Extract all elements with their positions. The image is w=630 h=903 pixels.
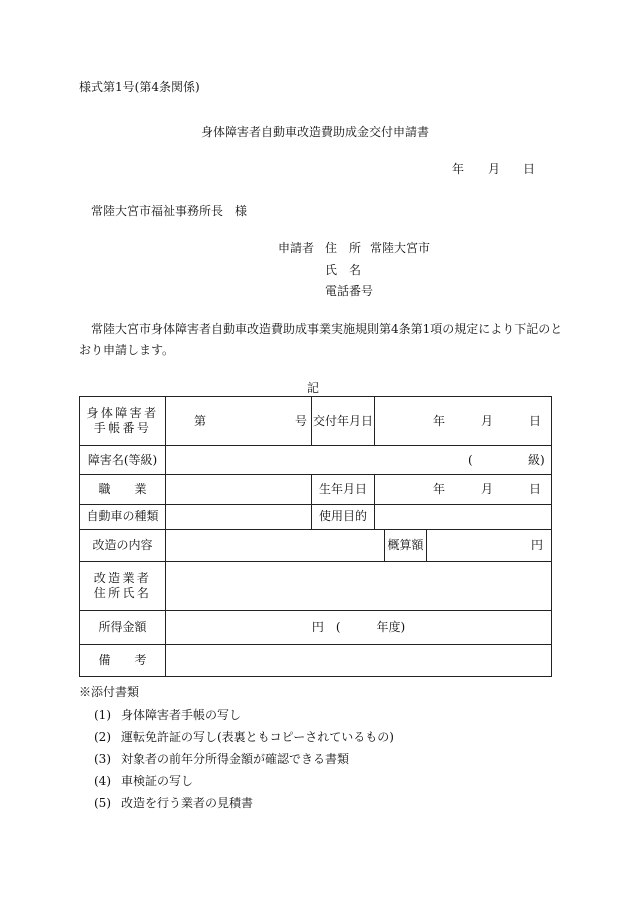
income-field[interactable] <box>166 611 552 645</box>
purpose-label: 使用目的 <box>312 504 375 530</box>
attachment-num-3: (3) <box>94 752 111 766</box>
estimate-label: 概算額 <box>385 530 427 562</box>
birth-year-label: 年 <box>433 481 446 496</box>
income-value: 円 ( 年度) <box>311 620 406 635</box>
contractor-field[interactable] <box>166 562 552 611</box>
contractor-label-cell <box>80 562 166 611</box>
table-row-occupation <box>80 474 552 504</box>
name-label: 氏 名 <box>325 263 362 277</box>
address-value: 常陸大宮市 <box>370 241 431 255</box>
attachment-num-2: (2) <box>94 730 111 744</box>
issue-date-label: 交付年月日 <box>312 397 375 446</box>
date-month-label: 月 <box>488 162 501 176</box>
date-year-label: 年 <box>452 162 465 176</box>
attachment-num-1: (1) <box>94 708 111 722</box>
estimate-field[interactable] <box>427 530 552 562</box>
document-title: 身体障害者自動車改造費助成金交付申請書 <box>200 125 429 139</box>
go-label: 号 <box>294 413 307 428</box>
notebook-label-line2: 手帳番号 <box>93 421 152 436</box>
attachment-num-4: (4) <box>94 774 111 788</box>
issue-date-field[interactable] <box>375 397 552 446</box>
contractor-label-line2: 住所氏名 <box>93 586 152 601</box>
disability-field[interactable] <box>166 446 552 475</box>
dai-label: 第 <box>194 413 207 428</box>
attachments-heading: ※添付書類 <box>79 685 140 699</box>
contractor-label-line1: 改造業者 <box>93 571 152 586</box>
attachment-text-4: 車検証の写し <box>121 774 194 788</box>
remarks-field[interactable] <box>166 645 552 677</box>
attachment-text-5: 改造を行う業者の見積書 <box>121 796 254 810</box>
modification-field[interactable] <box>166 530 385 562</box>
table-row-notebook <box>80 397 552 446</box>
table-row-disability <box>80 446 552 475</box>
table-row-vehicle <box>80 504 552 530</box>
purpose-field[interactable] <box>375 504 552 530</box>
birthdate-field[interactable] <box>375 474 552 504</box>
remarks-label: 備 考 <box>80 645 166 677</box>
paren-open: ( <box>468 452 473 467</box>
attachment-num-5: (5) <box>94 796 111 810</box>
estimate-yen-label: 円 <box>530 538 543 553</box>
grade-close: 級) <box>528 452 545 467</box>
income-label: 所得金額 <box>80 611 166 645</box>
address-label: 住 所 <box>325 241 362 255</box>
notebook-number-field[interactable] <box>166 397 312 446</box>
attachment-text-1: 身体障害者手帳の写し <box>121 708 242 722</box>
vehicle-type-label: 自動車の種類 <box>80 504 166 530</box>
application-statement-line1: 常陸大宮市身体障害者自動車改造費助成事業実施規則第4条第1項の規定により下記のと <box>91 322 563 336</box>
disability-label: 障害名(等級) <box>80 446 166 475</box>
notebook-label-line1: 身体障害者 <box>86 406 159 421</box>
form-number: 様式第1号(第4条関係) <box>79 80 200 94</box>
application-statement-line2: おり申請します。 <box>79 343 175 357</box>
issue-month-label: 月 <box>481 413 494 428</box>
table-row-contractor <box>80 562 552 611</box>
occupation-label: 職 業 <box>80 474 166 504</box>
ki-heading: 記 <box>307 381 320 395</box>
birth-day-label: 日 <box>529 481 542 496</box>
application-form-table <box>79 396 552 677</box>
occupation-field[interactable] <box>166 474 312 504</box>
applicant-label: 申請者 <box>278 241 315 255</box>
modification-label: 改造の内容 <box>80 530 166 562</box>
attachment-text-3: 対象者の前年分所得金額が確認できる書類 <box>121 752 350 766</box>
attachment-text-2: 運転免許証の写し(表裏ともコピーされているもの) <box>121 730 394 744</box>
notebook-label-cell <box>80 397 166 446</box>
addressee: 常陸大宮市福祉事務所長 様 <box>91 204 248 218</box>
date-day-label: 日 <box>523 162 536 176</box>
phone-label: 電話番号 <box>325 284 374 298</box>
table-row-income <box>80 611 552 645</box>
issue-year-label: 年 <box>433 413 446 428</box>
vehicle-type-field[interactable] <box>166 504 312 530</box>
birth-month-label: 月 <box>481 481 494 496</box>
table-row-modification <box>80 530 552 562</box>
birthdate-label: 生年月日 <box>312 474 375 504</box>
table-row-remarks <box>80 645 552 677</box>
issue-day-label: 日 <box>529 413 542 428</box>
